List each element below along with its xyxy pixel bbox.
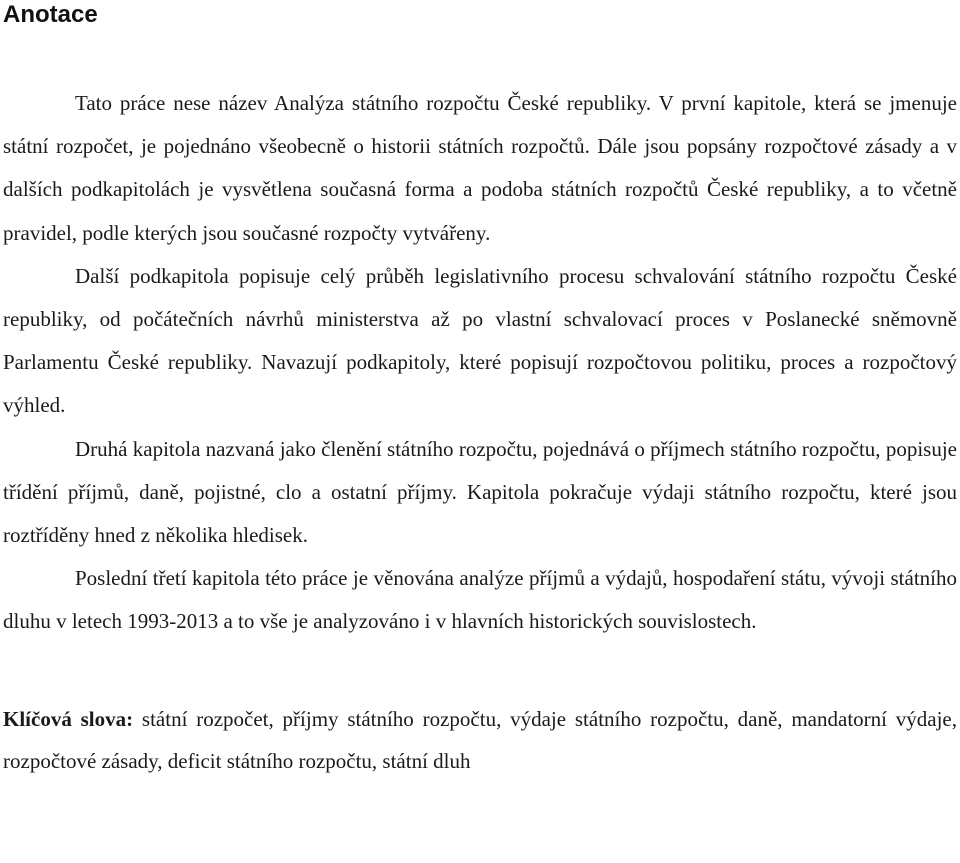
keywords-list: státní rozpočet, příjmy státního rozpočtu, výdaje státního rozpočtu, daně, mandatorní výdaje, rozpočtové zásady, deficit státního rozpočtu, státní dluh xyxy=(3,706,958,773)
paragraph-2: Další podkapitola popisuje celý průběh legislativního procesu schvalování státního rozpočtu České republiky, od počátečních návrhů ministerstva až po vlastní schvalovací proces v Poslanecké sněmovně Parlamentu České republiky. Navazují podkapitoly, které popisují rozpočtovou politiku, proces a rozpočtový výhled. xyxy=(3,263,957,418)
paragraph-4: Poslední třetí kapitola této práce je věnována analýze příjmů a výdajů, hospodaření státu, vývoji státního dluhu v letech 1993-2013 a to vše je analyzováno i v hlavních historických souvislostech. xyxy=(3,566,957,634)
page-title: Anotace xyxy=(3,1,98,28)
paragraph-1: Tato práce nese název Analýza státního rozpočtu České republiky. V první kapitole, která se jmenuje státní rozpočet, je pojednáno všeobecně o historii státních rozpočtů. Dále jsou popsány rozpočtové zásady a v dalších podkapitolách je vysvětlena současná forma a podoba státních rozpočtů České republiky, a to včetně pravidel, podle kterých jsou současné rozpočty vytvářeny. xyxy=(3,91,957,245)
document-page xyxy=(3,0,957,782)
keywords-label: Klíčová slova: xyxy=(3,706,134,731)
annotation-body xyxy=(3,82,957,644)
keywords-block xyxy=(3,698,957,782)
paragraph-3: Druhá kapitola nazvaná jako členění státního rozpočtu, pojednává o příjmech státního rozpočtu, popisuje třídění příjmů, daně, pojistné, clo a ostatní příjmy. Kapitola pokračuje výdaji státního rozpočtu, které jsou roztříděny hned z několika hledisek. xyxy=(3,436,957,548)
